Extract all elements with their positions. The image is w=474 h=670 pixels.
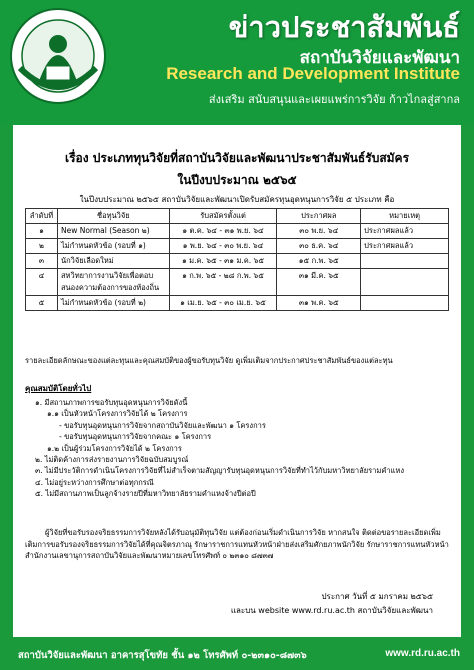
header-application-period: รับสมัครตั้งแต่ xyxy=(169,209,277,224)
row-number: ๔ xyxy=(26,269,58,296)
application-period: ๑ ม.ค. ๖๕ - ๓๑ ม.ค. ๖๕ xyxy=(169,254,277,269)
row-number: ๓ xyxy=(26,254,58,269)
ethics-paragraph xyxy=(25,527,449,562)
list-item: ๕. ไม่มีสถานภาพเป็นลูกจ้างรายปีที่มหาวิทยาลัยรามคำแหงจ้างปีต่อปี xyxy=(35,489,256,499)
remark xyxy=(361,269,449,296)
application-period: ๑ ต.ค. ๖๔ - ๓๑ พ.ย. ๖๔ xyxy=(169,224,277,239)
application-period: ๑ เม.ย. ๖๕ - ๓๐ เม.ย. ๖๕ xyxy=(169,296,277,311)
table-row xyxy=(26,269,449,296)
remark: ประกาศผลแล้ว xyxy=(361,239,449,254)
list-item: - ขอรับทุนอุดหนุนการวิจัยจากสถาบันวิจัยและพัฒนา ๑ โครงการ xyxy=(59,420,266,430)
remark xyxy=(361,254,449,269)
header-number: ลำดับที่ xyxy=(26,209,58,224)
document-title-line2: ในปีงบประมาณ ๒๕๖๕ xyxy=(177,173,297,187)
university-logo xyxy=(8,6,108,106)
institute-name-english: Research and Development Institute xyxy=(166,64,460,83)
header-banner xyxy=(0,0,474,125)
row-number: ๒ xyxy=(26,239,58,254)
table-row xyxy=(26,254,449,269)
grant-name: สหวิทยาการงานวิจัยเพื่อตอบสนองความต้องการของท้องถิ่น xyxy=(57,269,169,296)
qualifications-list xyxy=(25,397,449,500)
announcement-date: ๑๕ ก.พ. ๖๕ xyxy=(277,254,361,269)
announcement-date: ๓๑ พ.ค. ๖๕ xyxy=(277,296,361,311)
announcement-date: ๓๐ พ.ย. ๖๔ xyxy=(277,224,361,239)
list-item: ๑.๒ เป็นผู้ร่วมโครงการวิจัยได้ ๒ โครงการ xyxy=(47,443,182,453)
intro-text: ในปีงบประมาณ ๒๕๖๕ สถาบันวิจัยและพัฒนาเปิดรับสมัครทุนอุดหนุนการวิจัย ๕ ประเภท คือ xyxy=(79,195,395,204)
ramkhamhaeng-emblem-icon xyxy=(8,6,108,106)
footer-website-link[interactable]: www.rd.ru.ac.th xyxy=(385,648,460,659)
list-item: ๑. มีสถานภาพการขอรับทุนอุดหนุนการวิจัยดังนี้ xyxy=(35,398,188,407)
grant-name: ไม่กำหนดหัวข้อ (รอบที่ ๒) xyxy=(57,296,169,311)
list-item: ๑.๑ เป็นหัวหน้าโครงการวิจัยได้ ๒ โครงการ xyxy=(47,409,188,419)
announcement-date-line: ประกาศ วันที่ ๕ มกราคม ๒๕๖๕ xyxy=(321,592,433,601)
row-number: ๑ xyxy=(26,224,58,239)
header-remark: หมายเหตุ xyxy=(361,209,449,224)
details-note: รายละเอียดลักษณะของแต่ละทุนและคุณสมบัติของผู้ขอรับทุนวิจัย ดูเพิ่มเติมจากประกาศประชาสัมพันธ์ของแต่ละทุน xyxy=(25,356,393,365)
ethics-paragraph-text: ผู้วิจัยที่ขอรับรองจริยธรรมการวิจัยหลังได้รับอนุมัติทุนวิจัย แต่ต้องก่อนเริ่มดำเนินการวิจัย หากสนใจ ติดต่อขอรายละเอียดเพิ่มเติมการขอรับรองจริยธรรมการวิจัยได้ที่คุณจิตรภาณุ รักษาราชการแทนหัวหน้าฝ่ายส่งเสริมศักยภาพนักวิจัย รักษาราชการแทนหัวหน้าสำนักงานเลขานุการสถาบันวิจัยและพัฒนาหมายเลขโทรศัพท์ ๐ ๒๓๑๐ ๘๗๓๗ xyxy=(25,528,449,560)
table-row xyxy=(26,239,449,254)
announcement-document xyxy=(13,125,461,637)
list-item: ๓. ไม่มีประวัติการดำเนินโครงการวิจัยที่ไม่สำเร็จตามสัญญารับทุนอุดหนุนการวิจัยที่ทำไว้กับมหาวิทยาลัยรามคำแหง xyxy=(35,466,404,476)
grant-name: ไม่กำหนดหัวข้อ (รอบที่ ๑) xyxy=(57,239,169,254)
header-grant-name: ชื่อทุนวิจัย xyxy=(57,209,169,224)
remark: ประกาศผลแล้ว xyxy=(361,224,449,239)
application-period: ๑ พ.ย. ๖๔ - ๓๐ พ.ย. ๖๔ xyxy=(169,239,277,254)
grant-name: New Normal (Season ๒) xyxy=(57,224,169,239)
institute-name-thai: สถาบันวิจัยและพัฒนา xyxy=(299,48,460,68)
document-title-line1: เรื่อง ประเภททุนวิจัยที่สถาบันวิจัยและพัฒนาประชาสัมพันธ์รับสมัคร xyxy=(64,151,410,165)
website-note: และบน website www.rd.ru.ac.th สถาบันวิจัยและพัฒนา xyxy=(230,606,433,615)
table-header-row xyxy=(26,209,449,224)
header-announcement: ประกาศผล xyxy=(277,209,361,224)
row-number: ๕ xyxy=(26,296,58,311)
table-row xyxy=(26,224,449,239)
application-period: ๑ ก.พ. ๖๕ - ๒๘ ก.พ. ๖๕ xyxy=(169,269,277,296)
remark xyxy=(361,296,449,311)
list-item: ๔. ไม่อยู่ระหว่างการศึกษาต่อทุกกรณี xyxy=(35,477,154,487)
grant-types-table xyxy=(25,208,449,311)
announcement-date: ๓๐ ธ.ค. ๖๔ xyxy=(277,239,361,254)
footer-bar xyxy=(0,645,474,667)
institute-slogan: ส่งเสริม สนับสนุนและเผยแพร่การวิจัย ก้าวไกลสู่สากล xyxy=(208,93,460,106)
grant-name: นักวิจัยเลือดใหม่ xyxy=(57,254,169,269)
qualifications-heading: คุณสมบัติโดยทั่วไป xyxy=(25,384,92,393)
list-item: - ขอรับทุนอุดหนุนการวิจัยจากคณะ ๑ โครงการ xyxy=(59,432,212,442)
list-item: ๒. ไม่ติดค้างการส่งรายงานการวิจัยฉบับสมบูรณ์ xyxy=(35,454,189,464)
announcement-date: ๓๑ มี.ค. ๖๕ xyxy=(277,269,361,296)
table-row xyxy=(26,296,449,311)
footer-address: สถาบันวิจัยและพัฒนา อาคารสุโขทัย ชั้น ๑๒ โทรศัพท์ ๐-๒๓๑๐-๘๗๓๖ xyxy=(18,650,307,661)
page-title: ข่าวประชาสัมพันธ์ xyxy=(228,10,460,44)
